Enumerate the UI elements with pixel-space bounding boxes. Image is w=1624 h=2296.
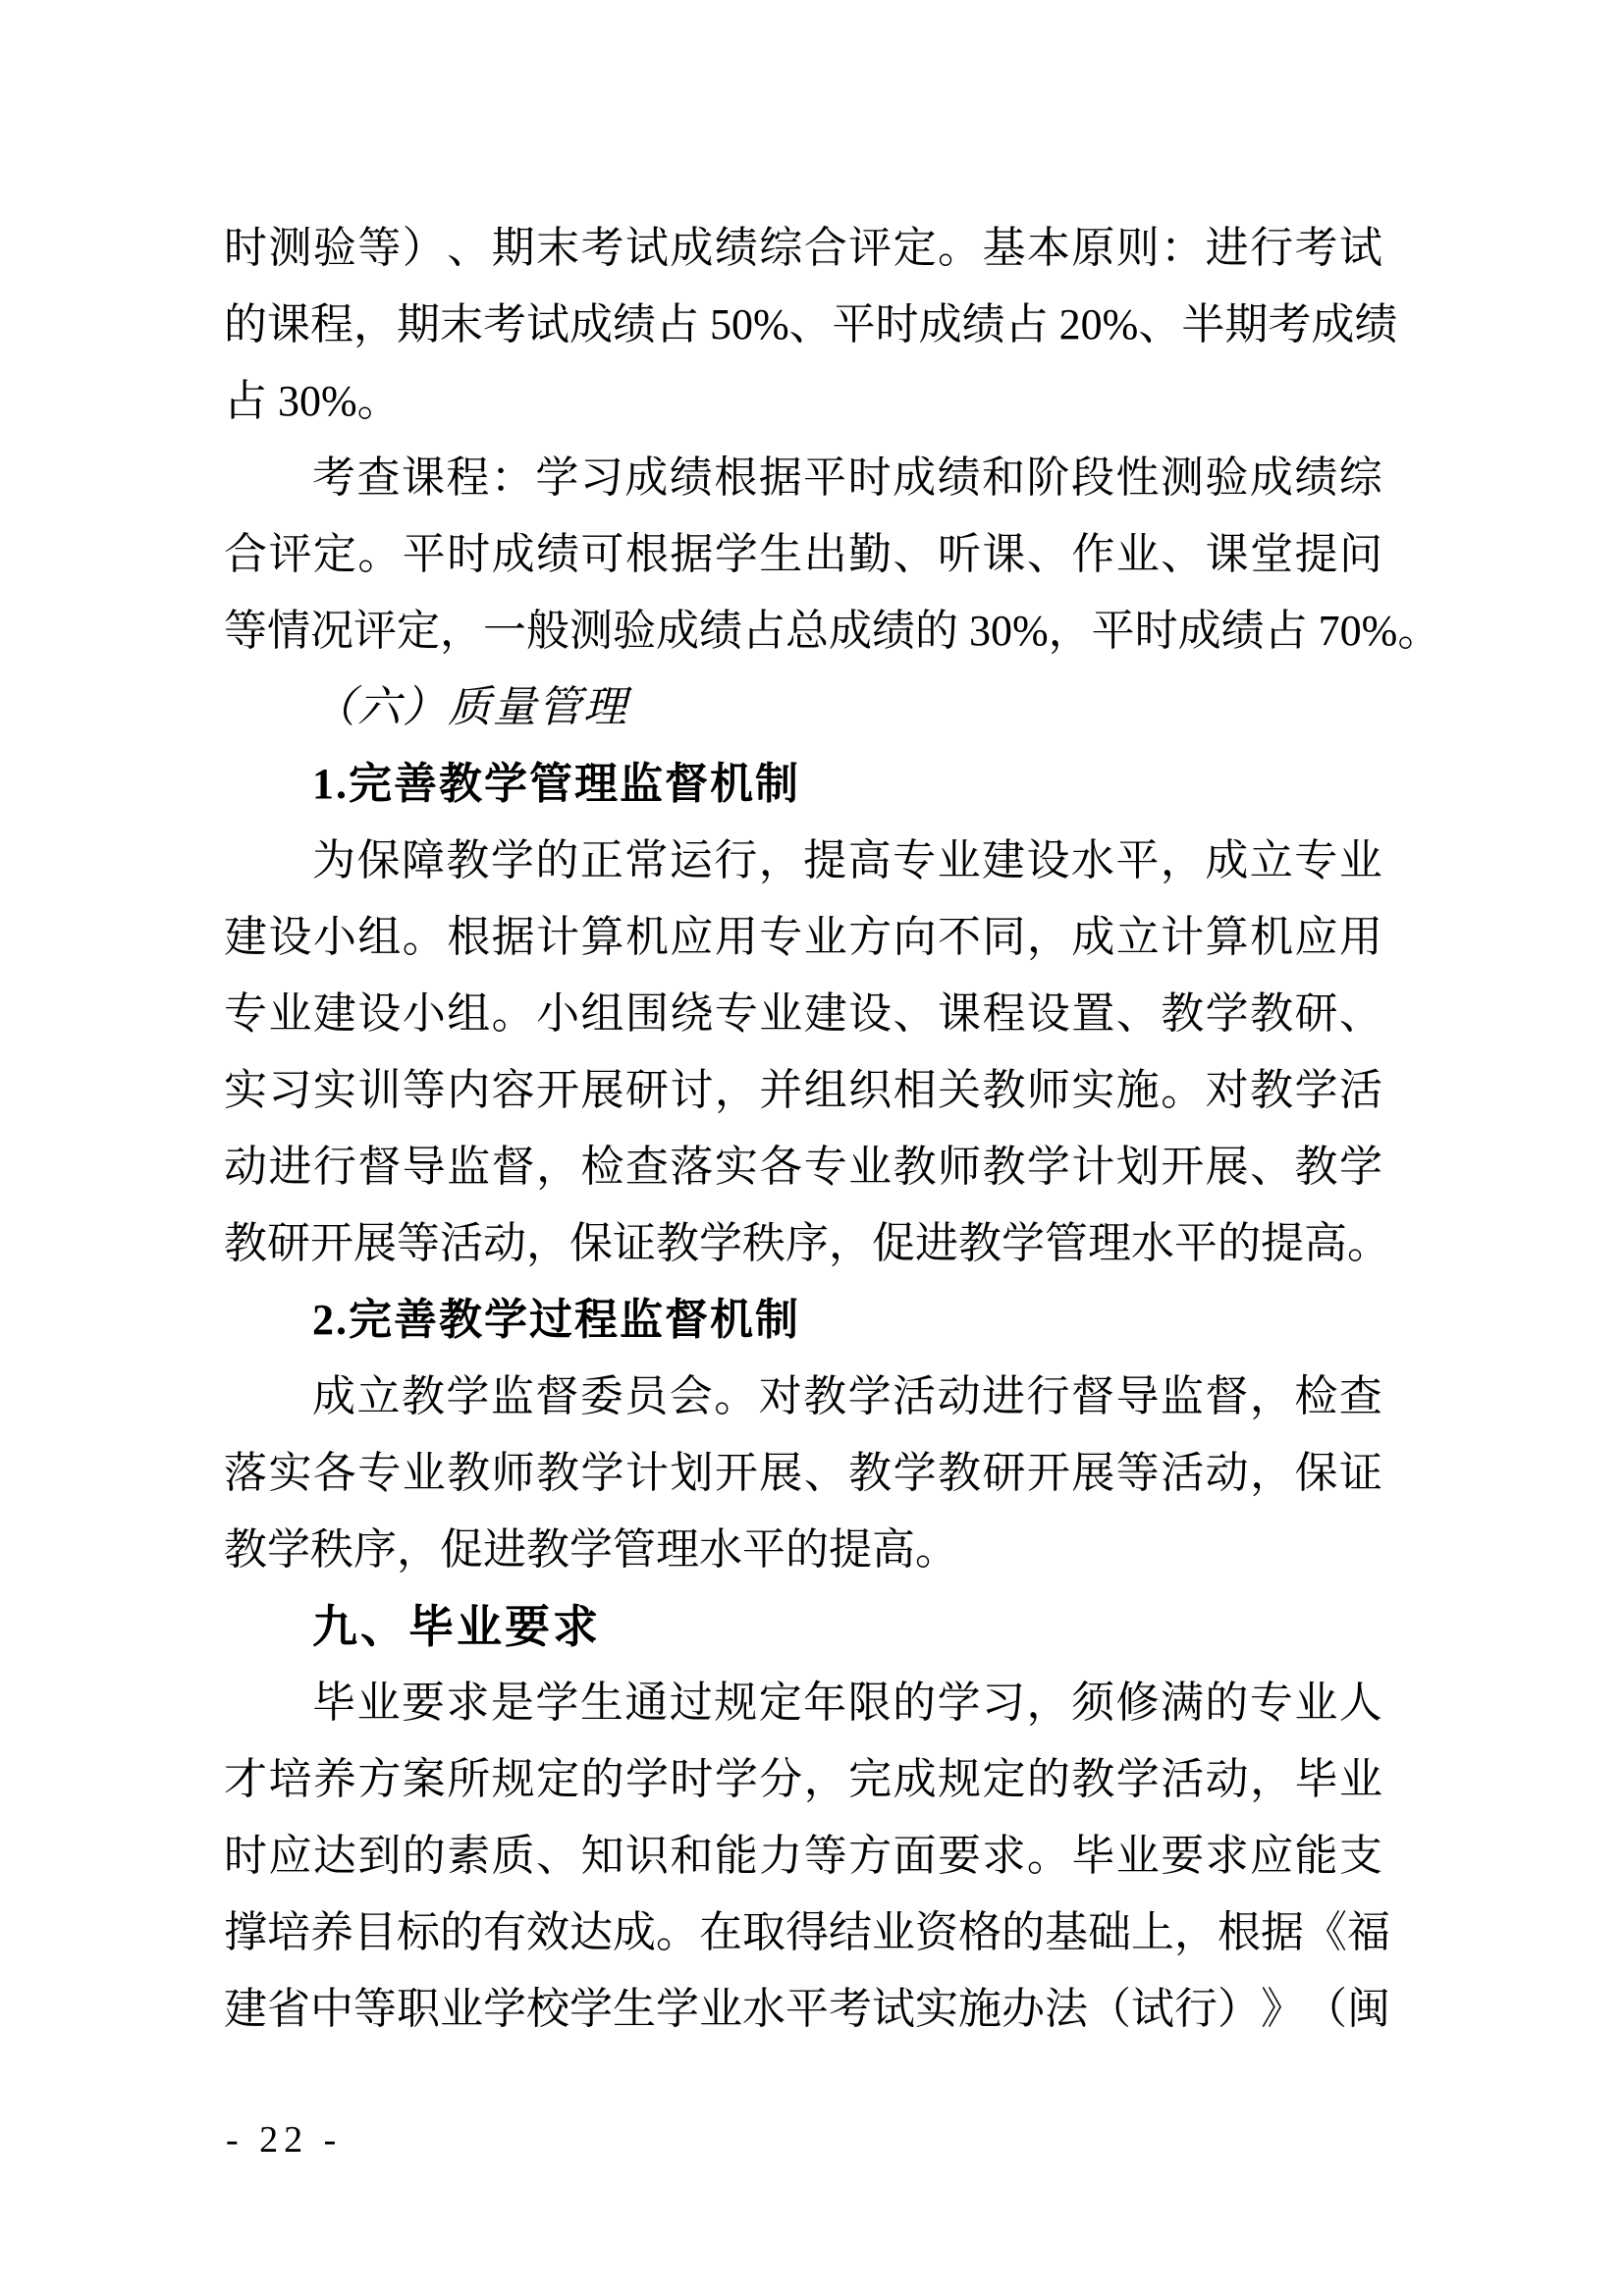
text-line-13: 动 进 行 督 导 监 督 ， 检 查 落 实 各 专 业 教 师 教 学 计 划 开 展 、 教 学: [224, 1143, 1382, 1191]
text-line-22: 时 应 达 到 的 素 质 、 知 识 和 能 力 等 方 面 要 求 。 毕 业 要 求 应 能 支: [224, 1832, 1382, 1880]
text-line-18: 教学秩序，促进教学管理水平的提高。: [224, 1525, 958, 1574]
text-line-20: 毕 业 要 求 是 学 生 通 过 规 定 年 限 的 学 习 ， 须 修 满 的 专 业 人: [312, 1679, 1382, 1727]
text-line-02: 的 课 程 ， 期 末 考 试 成 绩 占 50% 、 平 时 成 绩 占 20% 、 半 期 考 成 绩: [224, 300, 1398, 348]
page-number: - 22 -: [226, 2119, 343, 2161]
text-line-17: 落 实 各 专 业 教 师 教 学 计 划 开 展 、 教 学 教 研 开 展 等 活 动 ， 保 证: [224, 1449, 1382, 1497]
text-line-24: 建 省 中 等 职 业 学 校 学 生 学 业 水 平 考 试 实 施 办 法 （ 试 行 ） 》 （ 闽: [224, 1985, 1390, 2033]
text-line-16: 成 立 教 学 监 督 委 员 会 。 对 教 学 活 动 进 行 督 导 监 督 ， 检 查: [312, 1372, 1382, 1420]
text-line-11: 专 业 建 设 小 组 。 小 组 围 绕 专 业 建 设 、 课 程 设 置 、 教 学 教 研 、: [224, 989, 1382, 1038]
text-line-09: 为 保 障 教 学 的 正 常 运 行 ， 提 高 专 业 建 设 水 平 ， 成 立 专 业: [312, 836, 1382, 884]
text-line-21: 才 培 养 方 案 所 规 定 的 学 时 学 分 ， 完 成 规 定 的 教 学 活 动 ， 毕 业: [224, 1755, 1382, 1803]
heading-improve-teaching-management-supervision: 1.完善教学管理监督机制: [312, 760, 800, 808]
heading-improve-teaching-process-supervision: 2.完善教学过程监督机制: [312, 1296, 800, 1344]
text-line-04: 考 查 课 程 ： 学 习 成 绩 根 据 平 时 成 绩 和 阶 段 性 测 验 成 绩 综: [312, 454, 1382, 502]
text-line-10: 建 设 小 组 。 根 据 计 算 机 应 用 专 业 方 向 不 同 ， 成 立 计 算 机 应 用: [224, 913, 1382, 961]
text-line-01: 时 测 验 等 ） 、 期 末 考 试 成 绩 综 合 评 定 。 基 本 原 则 ： 进 行 考 试: [224, 224, 1382, 272]
text-line-06: 等 情 况 评 定 ， 一 般 测 验 成 绩 占 总 成 绩 的 30% ， 平 时 成 绩 占 70% 。: [224, 607, 1441, 655]
text-line-12: 实 习 实 训 等 内 容 开 展 研 讨 ， 并 组 织 相 关 教 师 实 施 。 对 教 学 活: [224, 1066, 1382, 1114]
text-line-14: 教 研 开 展 等 活 动 ， 保 证 教 学 秩 序 ， 促 进 教 学 管 理 水 平 的 提 高 。: [224, 1219, 1390, 1267]
text-line-05: 合 评 定 。 平 时 成 绩 可 根 据 学 生 出 勤 、 听 课 、 作 业 、 课 堂 提 问: [224, 530, 1382, 578]
text-line-23: 撑 培 养 目 标 的 有 效 达 成 。 在 取 得 结 业 资 格 的 基 础 上 ， 根 据 《 福: [224, 1908, 1390, 1956]
heading-quality-management: （六）质量管理: [312, 683, 628, 731]
heading-graduation-requirements: 九、毕业要求: [312, 1601, 601, 1652]
text-line-03: 占 30%。: [224, 377, 401, 425]
document-body: [224, 210, 1441, 2048]
